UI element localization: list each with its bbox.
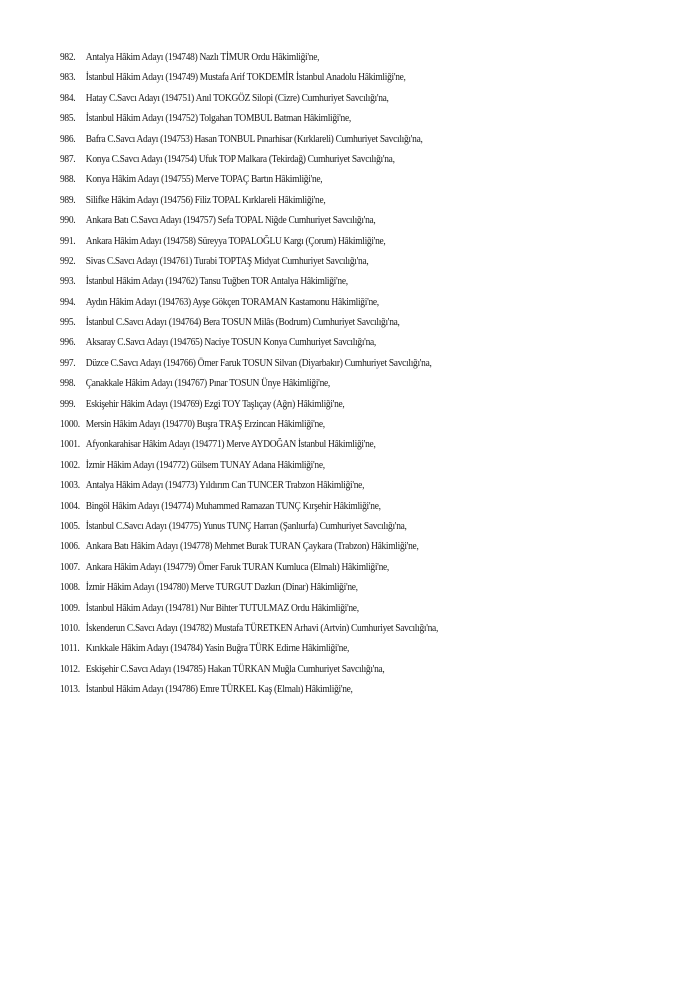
- list-item: [60, 622, 585, 642]
- list-item: [60, 398, 585, 418]
- list-item: [60, 357, 585, 377]
- list-item: [60, 418, 585, 438]
- list-item: [60, 275, 585, 295]
- entry-number: 994.: [60, 295, 76, 308]
- entry-number: 1007.: [60, 560, 80, 573]
- entry-number: 999.: [60, 397, 76, 410]
- list-item: [60, 133, 585, 153]
- entry-number: 991.: [60, 234, 76, 247]
- list-item: [60, 194, 585, 214]
- entry-number: 998.: [60, 377, 76, 390]
- list-item: [60, 663, 585, 683]
- entry-number: 1011.: [60, 642, 80, 655]
- list-item: [60, 235, 585, 255]
- list-item: [60, 500, 585, 520]
- entry-number: 997.: [60, 356, 76, 369]
- entry-text: Bafra C.Savcı Adayı (194753) Hasan TONBUL Pınarhisar (Kırklareli) Cumhuriyet Savcılığı'na,: [85, 132, 423, 145]
- entry-text: Kırıkkale Hâkim Adayı (194784) Yasin Buğra TÜRK Edirne Hâkimliği'ne,: [85, 642, 350, 655]
- entry-text: Aksaray C.Savcı Adayı (194765) Naciye TOSUN Konya Cumhuriyet Savcılığı'na,: [85, 336, 376, 349]
- entry-text: Bingöl Hâkim Adayı (194774) Muhammed Ramazan TUNÇ Kırşehir Hâkimliği'ne,: [85, 499, 381, 512]
- entry-text: Eskişehir C.Savcı Adayı (194785) Hakan TÜRKAN Muğla Cumhuriyet Savcılığı'na,: [85, 662, 385, 675]
- entry-text: İzmir Hâkim Adayı (194772) Gülsem TUNAY Adana Hâkimliği'ne,: [85, 458, 325, 471]
- list-item: [60, 459, 585, 479]
- entry-number: 996.: [60, 336, 76, 349]
- entry-text: Ankara Hâkim Adayı (194779) Ömer Faruk TURAN Kumluca (Elmalı) Hâkimliği'ne,: [85, 560, 389, 573]
- list-item: [60, 173, 585, 193]
- entry-number: 1012.: [60, 662, 80, 675]
- entry-text: İstanbul Hâkim Adayı (194752) Tolgahan TOMBUL Batman Hâkimliği'ne,: [85, 112, 351, 125]
- entry-text: İstanbul C.Savcı Adayı (194775) Yunus TUNÇ Harran (Şanlıurfa) Cumhuriyet Savcılığı'na,: [85, 519, 407, 532]
- entry-number: 1006.: [60, 540, 80, 553]
- entry-number: 992.: [60, 254, 76, 267]
- entry-text: İskenderun C.Savcı Adayı (194782) Mustafa TÜRETKEN Arhavi (Artvin) Cumhuriyet Savcılığı'na,: [85, 621, 439, 634]
- list-item: [60, 316, 585, 336]
- entry-text: Çanakkale Hâkim Adayı (194767) Pınar TOSUN Ünye Hâkimliği'ne,: [85, 377, 330, 390]
- entry-number: 1002.: [60, 458, 80, 471]
- entry-text: Konya Hâkim Adayı (194755) Merve TOPAÇ Bartın Hâkimliği'ne,: [85, 173, 323, 186]
- list-item: [60, 540, 585, 560]
- list-item: [60, 296, 585, 316]
- entry-text: İzmir Hâkim Adayı (194780) Merve TURGUT Dazkırı (Dinar) Hâkimliği'ne,: [85, 581, 358, 594]
- entry-text: Afyonkarahisar Hâkim Adayı (194771) Merve AYDOĞAN İstanbul Hâkimliği'ne,: [85, 438, 376, 451]
- list-item: [60, 438, 585, 458]
- list-item: [60, 581, 585, 601]
- entry-text: Antalya Hâkim Adayı (194773) Yıldırım Can TUNCER Trabzon Hâkimliği'ne,: [85, 479, 365, 492]
- entry-text: Mersin Hâkim Adayı (194770) Buşra TRAŞ Erzincan Hâkimliği'ne,: [85, 418, 325, 431]
- list-item: [60, 255, 585, 275]
- entry-text: Ankara Batı C.Savcı Adayı (194757) Sefa TOPAL Niğde Cumhuriyet Savcılığı'na,: [85, 214, 376, 227]
- entry-text: Eskişehir Hâkim Adayı (194769) Ezgi TOY Taşlıçay (Ağrı) Hâkimliği'ne,: [85, 397, 345, 410]
- entry-number: 987.: [60, 152, 76, 165]
- entry-number: 1001.: [60, 438, 80, 451]
- entry-number: 1013.: [60, 683, 80, 696]
- list-item: [60, 51, 585, 71]
- entry-number: 984.: [60, 91, 76, 104]
- entry-number: 982.: [60, 51, 76, 63]
- list-item: [60, 520, 585, 540]
- list-item: [60, 377, 585, 397]
- list-item: [60, 642, 585, 662]
- list-item: [60, 214, 585, 234]
- list-item: [60, 561, 585, 581]
- entry-number: 985.: [60, 112, 76, 125]
- entry-number: 990.: [60, 214, 76, 227]
- list-item: [60, 153, 585, 173]
- entry-text: Düzce C.Savcı Adayı (194766) Ömer Faruk TOSUN Silvan (Diyarbakır) Cumhuriyet Savcılığı'na,: [85, 356, 432, 369]
- entry-text: İstanbul C.Savcı Adayı (194764) Bera TOSUN Milâs (Bodrum) Cumhuriyet Savcılığı'na,: [85, 316, 400, 329]
- appointment-list: [60, 51, 670, 704]
- entry-number: 989.: [60, 193, 76, 206]
- list-item: [60, 112, 585, 132]
- list-item: [60, 92, 585, 112]
- entry-text: İstanbul Hâkim Adayı (194762) Tansu Tuğben TOR Antalya Hâkimliği'ne,: [85, 275, 348, 288]
- entry-number: 988.: [60, 173, 76, 186]
- entry-text: Antalya Hâkim Adayı (194748) Nazlı TİMUR Ordu Hâkimliği'ne,: [85, 51, 320, 63]
- entry-number: 983.: [60, 71, 76, 84]
- entry-text: Aydın Hâkim Adayı (194763) Ayşe Gökçen TORAMAN Kastamonu Hâkimliği'ne,: [85, 295, 379, 308]
- entry-number: 1010.: [60, 621, 80, 634]
- entry-number: 995.: [60, 316, 76, 329]
- entry-number: 1004.: [60, 499, 80, 512]
- entry-text: İstanbul Hâkim Adayı (194786) Emre TÜRKEL Kaş (Elmalı) Hâkimliği'ne,: [85, 683, 353, 696]
- entry-text: Konya C.Savcı Adayı (194754) Ufuk TOP Malkara (Tekirdağ) Cumhuriyet Savcılığı'na,: [85, 152, 395, 165]
- entry-text: Sivas C.Savcı Adayı (194761) Turabi TOPTAŞ Midyat Cumhuriyet Savcılığı'na,: [85, 254, 369, 267]
- list-item: [60, 683, 585, 703]
- entry-number: 1005.: [60, 519, 80, 532]
- entry-text: Ankara Batı Hâkim Adayı (194778) Mehmet Burak TURAN Çaykara (Trabzon) Hâkimliği'ne,: [85, 540, 419, 553]
- entry-number: 1000.: [60, 418, 80, 431]
- entry-number: 1009.: [60, 601, 80, 614]
- list-item: [60, 71, 585, 91]
- entry-text: İstanbul Hâkim Adayı (194781) Nur Bihter TUTULMAZ Ordu Hâkimliği'ne,: [85, 601, 359, 614]
- entry-text: Silifke Hâkim Adayı (194756) Filiz TOPAL Kırklareli Hâkimliği'ne,: [85, 193, 326, 206]
- list-item: [60, 602, 585, 622]
- entry-number: 986.: [60, 132, 76, 145]
- entry-number: 993.: [60, 275, 76, 288]
- entry-text: İstanbul Hâkim Adayı (194749) Mustafa Arif TOKDEMİR İstanbul Anadolu Hâkimliği'ne,: [85, 71, 406, 84]
- entry-text: Ankara Hâkim Adayı (194758) Süreyya TOPALOĞLU Kargı (Çorum) Hâkimliği'ne,: [85, 234, 386, 247]
- list-item: [60, 336, 585, 356]
- entry-number: 1008.: [60, 581, 80, 594]
- list-item: [60, 479, 585, 499]
- entry-text: Hatay C.Savcı Adayı (194751) Anıl TOKGÖZ Silopi (Cizre) Cumhuriyet Savcılığı'na,: [85, 91, 389, 104]
- entry-number: 1003.: [60, 479, 80, 492]
